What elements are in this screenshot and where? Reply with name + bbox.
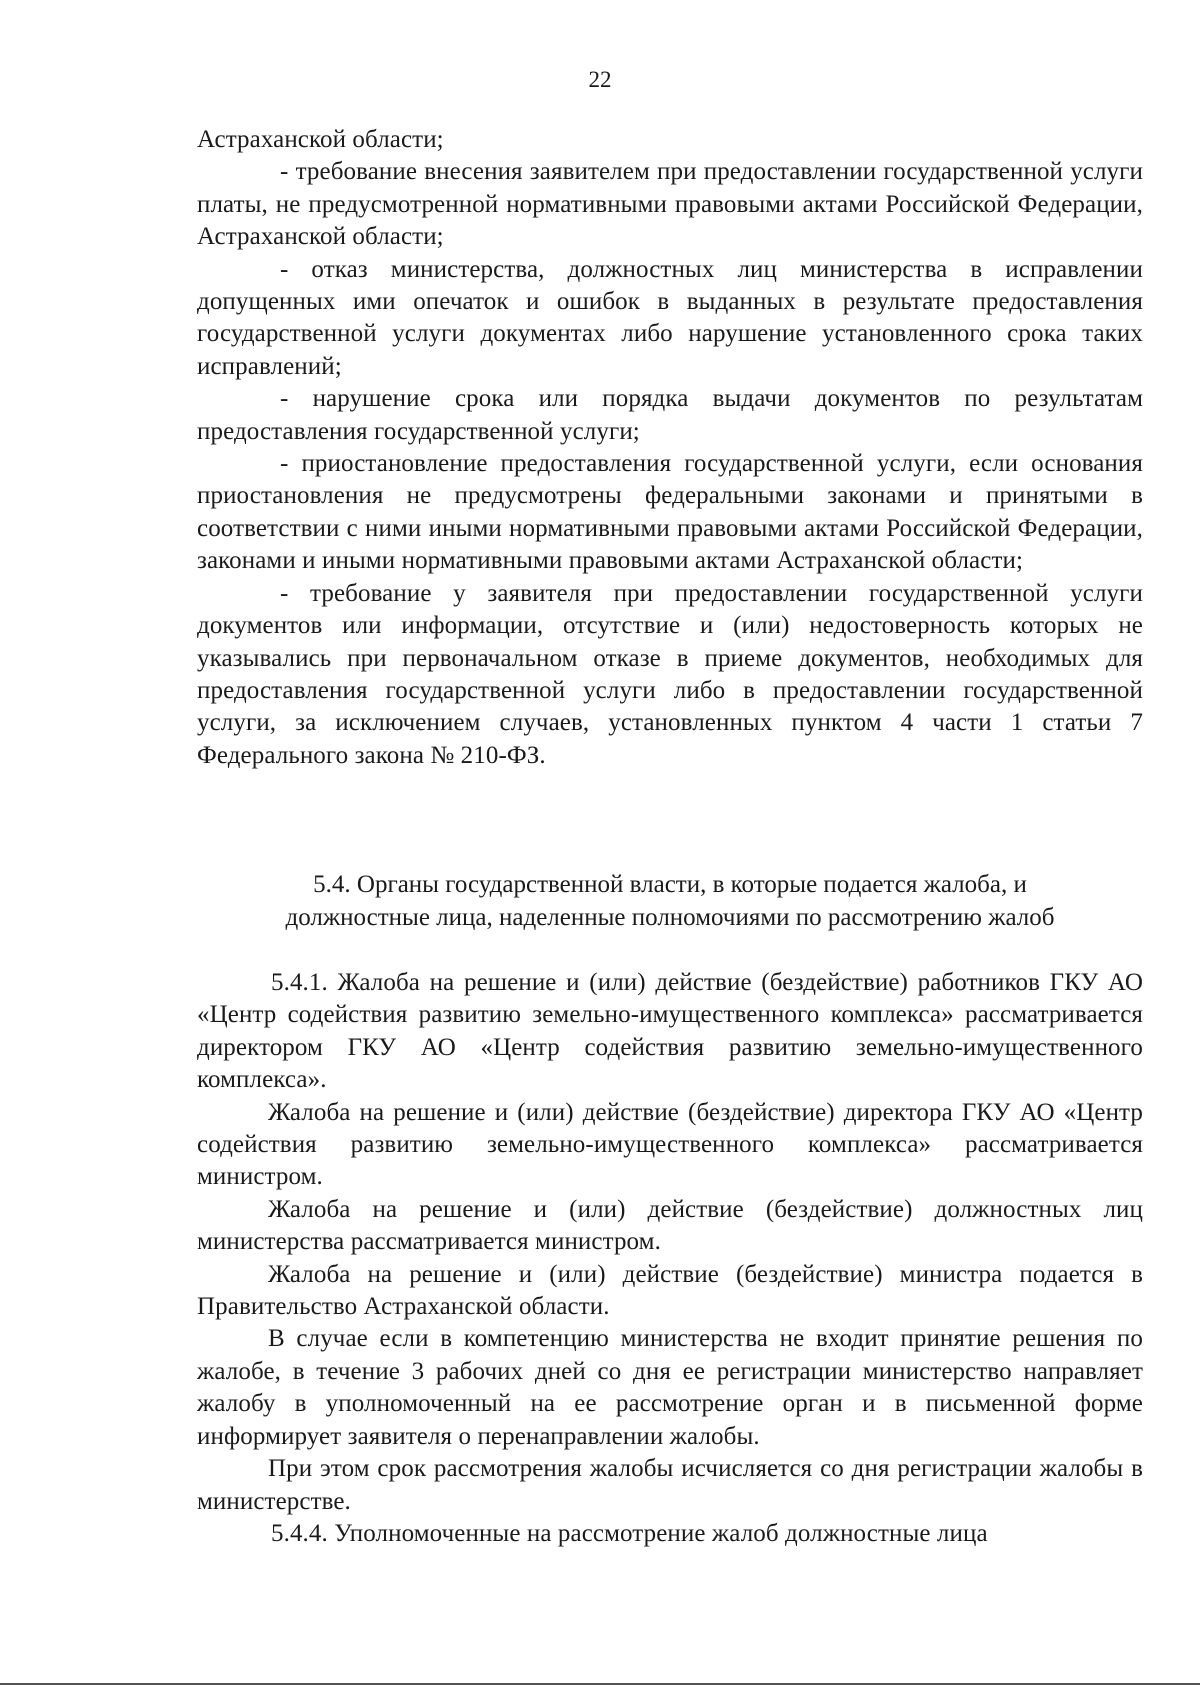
list-item: - отказ министерства, должностных лиц министерства в исправлении допущенных ими опечаток и ошибок в выданных в результате предоставления государственной услуги документах либо нарушение установленного срока таких исправлений;	[197, 255, 1143, 380]
section-heading-line-1: 5.4. Органы государственной власти, в которые подается жалоба, и	[313, 871, 1027, 898]
list-item: - нарушение срока или порядка выдачи документов по результатам предоставления государственной услуги;	[197, 385, 1143, 445]
list-item: - приостановление предоставления государственной услуги, если основания приостановления не предусмотрены федеральными законами и принятыми в соответствии с ними иными нормативными правовыми актами Российской Федерации, законами и иными нормативными правовыми актами Астраханской области;	[197, 450, 1143, 575]
bottom-rule	[0, 1683, 1200, 1685]
paragraph: При этом срок рассмотрения жалобы исчисляется со дня регистрации жалобы в министерстве.	[197, 1455, 1143, 1515]
section-heading-line-2: должностные лица, наделенные полномочиями по рассмотрению жалоб	[285, 904, 1055, 931]
paragraph: Астраханской области;	[197, 126, 444, 153]
page-number: 22	[588, 67, 612, 92]
paragraph: В случае если в компетенцию министерства не входит принятие решения по жалобе, в течение 3 рабочих дней со дня ее регистрации министерство направляет жалобу в уполномоченный на ее рассмотрение орган и в письменной форме информирует заявителя о перенаправлении жалобы.	[197, 1325, 1143, 1450]
text-block-top	[197, 124, 1143, 772]
text-block-bottom	[197, 967, 1143, 1550]
paragraph: 5.4.4. Уполномоченные на рассмотрение жалоб должностные лица	[271, 1519, 988, 1547]
paragraph: Жалоба на решение и (или) действие (бездействие) директора ГКУ АО «Центр содействия развитию земельно-имущественного комплекса» рассматривается министром.	[197, 1098, 1143, 1191]
paragraph: Жалоба на решение и (или) действие (бездействие) министра подается в Правительство Астраханской области.	[197, 1260, 1143, 1321]
section-heading	[197, 868, 1143, 934]
list-item: - требование у заявителя при предоставлении государственной услуги документов или информации, отсутствие и (или) недостоверность которых не указывались при первоначальном отказе в приеме документов, необходимых для предоставления государственной услуги либо в предоставлении государственной услуги, за исключением случаев, установленных пунктом 4 части 1 статьи 7 Федерального закона № 210-ФЗ.	[197, 579, 1143, 769]
list-item: - требование внесения заявителем при предоставлении государственной услуги платы, не предусмотренной нормативными правовыми актами Российской Федерации, Астраханской области;	[197, 158, 1143, 251]
paragraph: Жалоба на решение и (или) действие (бездействие) должностных лиц министерства рассматривается министром.	[197, 1195, 1143, 1256]
paragraph: 5.4.1. Жалоба на решение и (или) действие (бездействие) работников ГКУ АО «Центр содействия развитию земельно-имущественного комплекса» рассматривается директором ГКУ АО «Центр содействия развитию земельно-имущественного комплекса».	[197, 969, 1143, 1094]
